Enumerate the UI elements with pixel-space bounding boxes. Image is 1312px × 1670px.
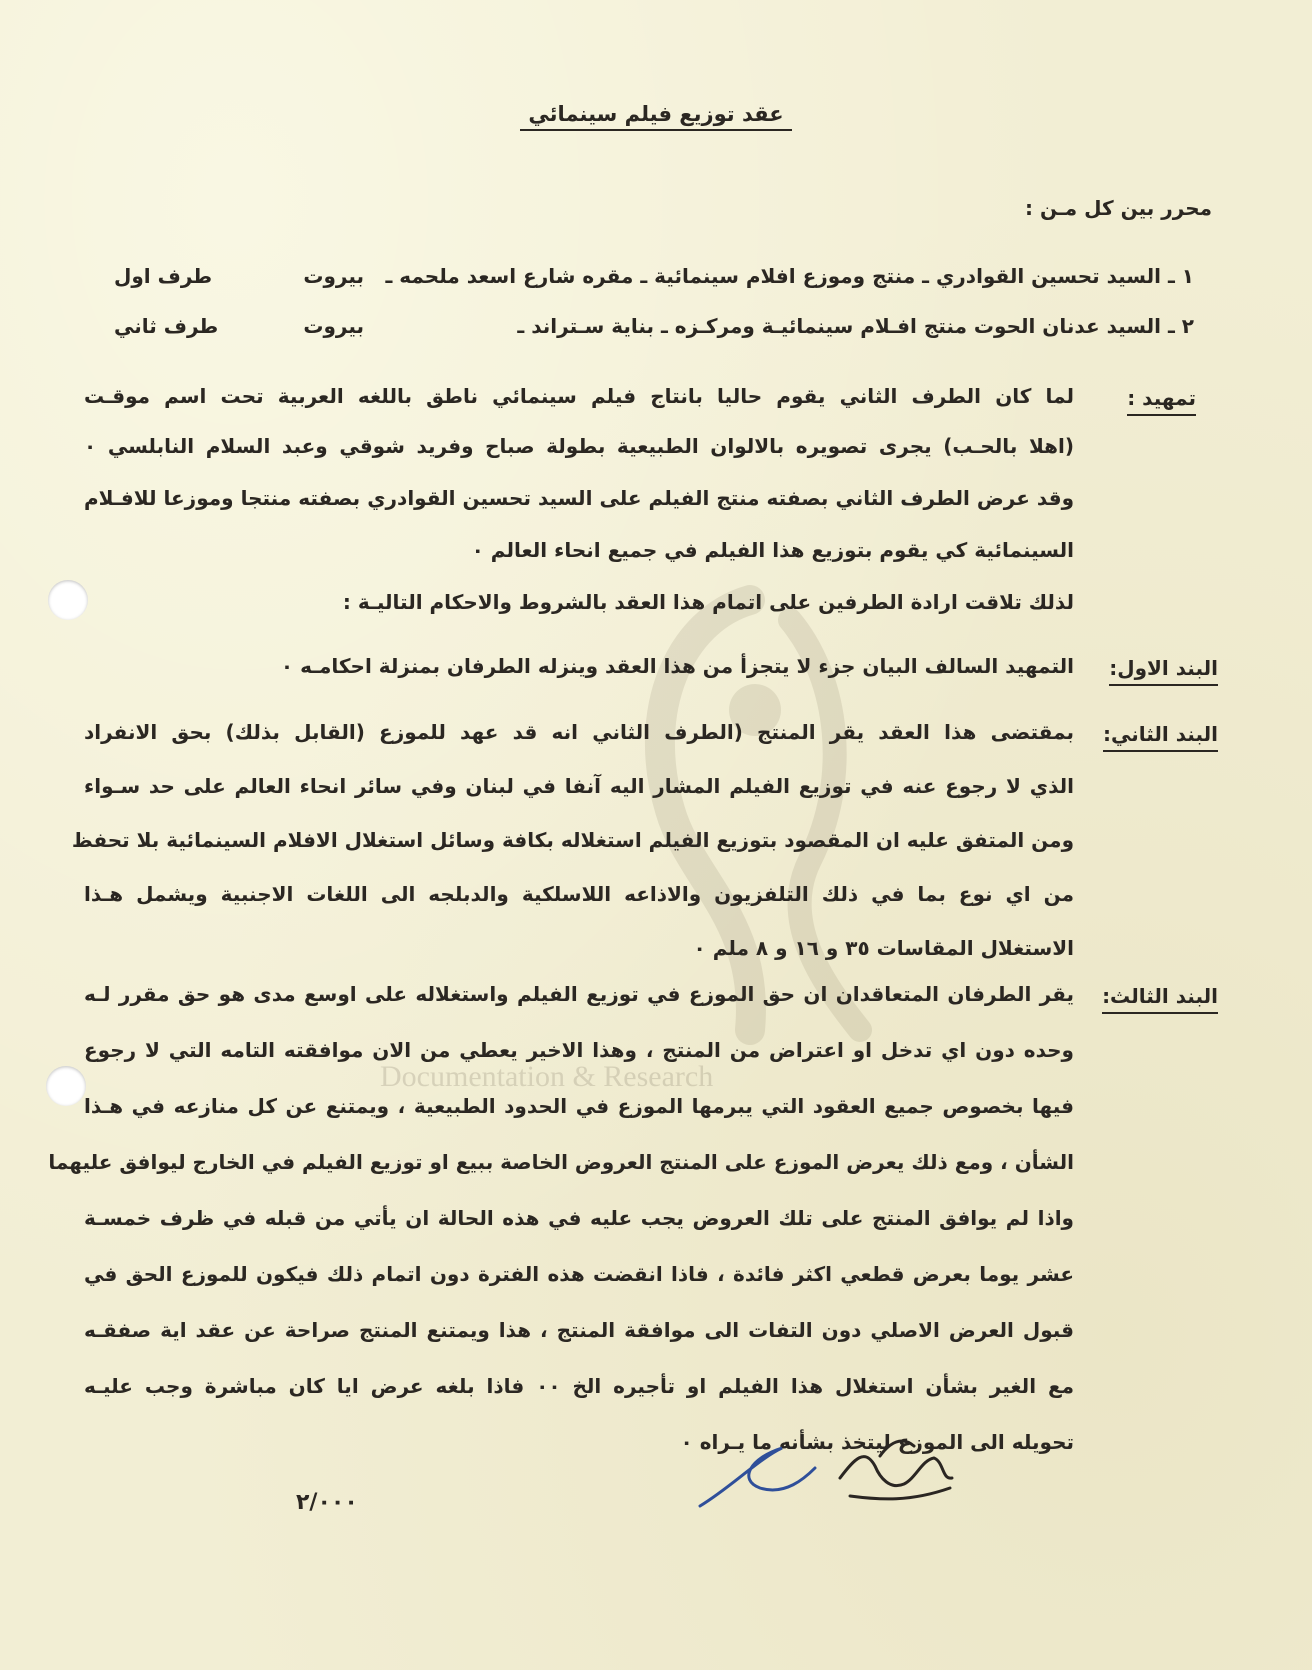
signatures — [690, 1418, 970, 1528]
clause-3-line: تحويله الى الموزع ليتخذ بشأنه ما يـراه ٠ — [680, 1430, 1074, 1454]
clause-3-line: واذا لم يوافق المنتج على تلك العروض يجب عليه في هذه الحالة ان يأتي من قبله في ظرف خمسـة — [84, 1206, 1074, 1230]
clause-3-line: الشأن ، ومع ذلك يعرض الموزع على المنتج العروض الخاصة ببيع او توزيع الفيلم في الخارج ليوافق عليهما — [48, 1150, 1074, 1174]
section-label-clause-2: البند الثاني: — [1103, 722, 1218, 752]
clause-3-line: عشر يوما بعرض قطعي اكثر فائدة ، فاذا انقضت هذه الفترة دون اتمام ذلك فيكون للموزع الحق في — [84, 1262, 1074, 1286]
section-label-clause-3: البند الثالث: — [1102, 984, 1218, 1014]
preamble-line: وقد عرض الطرف الثاني بصفته منتج الفيلم على السيد تحسين القوادري بصفته منتجا وموزعا للافـلام — [84, 486, 1074, 510]
section-label-preamble: تمهيد : — [1127, 386, 1196, 416]
clause-3-line: فيها بخصوص جميع العقود التي يبرمها الموزع في الحدود الطبيعية ، ويمتنع عن كل منازعه في هـذا — [84, 1094, 1074, 1118]
party-second-city: بيروت — [303, 314, 364, 338]
parties-intro: محرر بين كل مـن : — [1025, 196, 1212, 220]
clause-3-line: يقر الطرفان المتعاقدان ان حق الموزع في توزيع الفيلم واستغلاله على اوسع مدى هو حق مقرر لـه — [84, 982, 1074, 1006]
signature-blue — [700, 1448, 815, 1506]
preamble-line: لذلك تلاقت ارادة الطرفين على اتمام هذا العقد بالشروط والاحكام التاليـة : — [342, 590, 1074, 614]
clause-1-line: التمهيد السالف البيان جزء لا يتجزأ من هذا العقد وينزله الطرفان بمنزلة احكامـه ٠ — [280, 654, 1074, 678]
preamble-line: السينمائية كي يقوم بتوزيع هذا الفيلم في جميع انحاء العالم ٠ — [471, 538, 1074, 562]
document-title: عقد توزيع فيلم سينمائي — [0, 102, 1312, 126]
punch-hole-top — [48, 580, 88, 620]
clause-3-line: وحده دون اي تدخل او اعتراض من المنتج ، وهذا الاخير يعطي من الان موافقته التامه التي لا رجوع — [84, 1038, 1074, 1062]
party-first-name: ١ ـ السيد تحسين القوادري ـ منتج وموزع افلام سينمائية ـ مقره شارع اسعد ملحمه ـ — [385, 264, 1194, 288]
party-first-role: طرف اول — [114, 264, 213, 288]
party-second-name: ٢ ـ السيد عدنان الحوت منتج افـلام سينمائيـة ومركـزه ـ بناية سـتراند ـ — [517, 314, 1194, 338]
clause-2-line: ومن المتفق عليه ان المقصود بتوزيع الفيلم استغلاله بكافة وسائل استغلال الافلام السينمائية بلا تحفظ — [71, 828, 1074, 852]
preamble-line: (اهلا بالحـب) يجرى تصويره بالالوان الطبيعية بطولة صباح وفريد شوقي وعبد السلام النابلسي ٠ — [84, 434, 1074, 458]
signature-black — [840, 1441, 952, 1499]
punch-hole-bottom — [46, 1066, 86, 1106]
preamble-line: لما كان الطرف الثاني يقوم حاليا بانتاج فيلم سينمائي ناطق باللغه العربية تحت اسم موقـت — [84, 384, 1074, 408]
page-number: ٢/٠٠٠ — [296, 1490, 358, 1515]
watermark-text: Documentation & Research — [380, 1060, 714, 1093]
party-second-role: طرف ثاني — [114, 314, 219, 338]
party-first-city: بيروت — [303, 264, 364, 288]
clause-2-line: الاستغلال المقاسات ٣٥ و ١٦ و ٨ ملم ٠ — [693, 936, 1074, 960]
clause-2-line: من اي نوع بما في ذلك التلفزيون والاذاعه اللاسلكية والدبلجه الى اللغات الاجنبية ويشمل هـذا — [84, 882, 1074, 906]
section-label-clause-1: البند الاول: — [1109, 656, 1218, 686]
clause-3-line: قبول العرض الاصلي دون التفات الى موافقة المنتج ، هذا ويمتنع المنتج صراحة عن عقد اية صفقـه — [84, 1318, 1074, 1342]
clause-3-line: مع الغير بشأن استغلال هذا الفيلم او تأجيره الخ ٠٠ فاذا بلغه عرض ايا كان مباشرة وجب عليـه — [84, 1374, 1075, 1398]
clause-2-line: الذي لا رجوع عنه في توزيع الفيلم المشار اليه آنفا في لبنان وفي سائر انحاء العالم على حد سـواء — [84, 774, 1074, 798]
clause-2-line: بمقتضى هذا العقد يقر المنتج (الطرف الثاني انه قد عهد للموزع (القابل بذلك) بحق الانفراد — [84, 720, 1074, 744]
